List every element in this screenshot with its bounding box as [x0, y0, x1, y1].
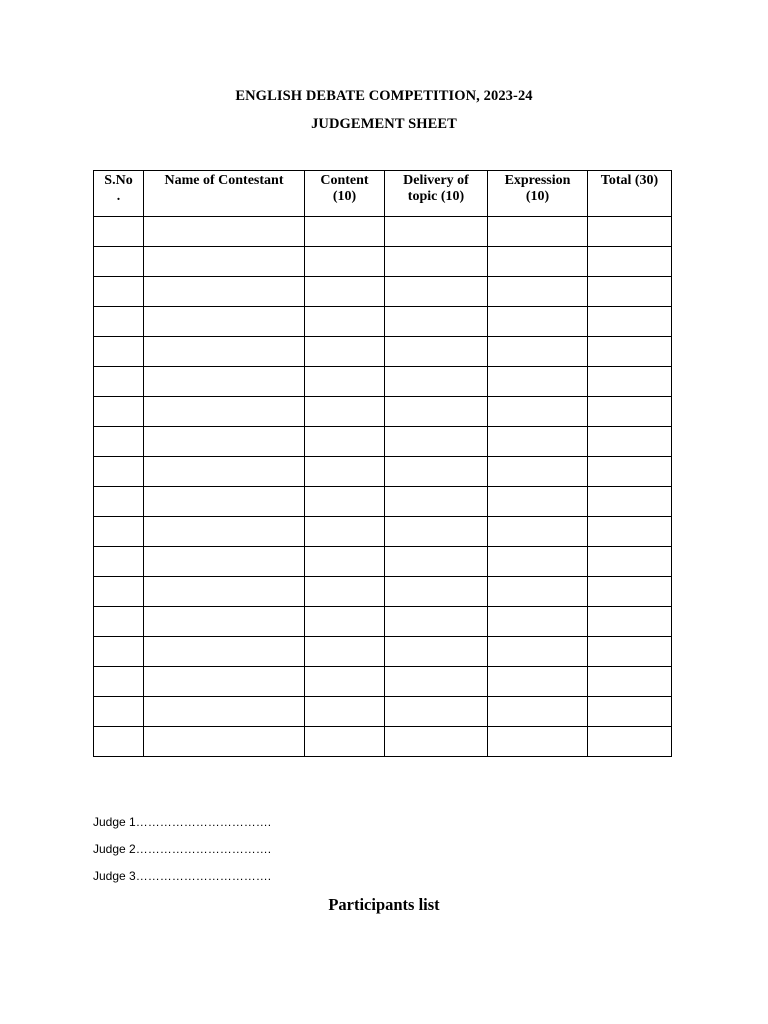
table-row [94, 727, 672, 757]
sno-cell [94, 577, 144, 607]
table-row [94, 247, 672, 277]
total-cell [588, 397, 672, 427]
sno-cell [94, 517, 144, 547]
table-row [94, 517, 672, 547]
expression-cell [488, 217, 588, 247]
judge-1-signature-line: Judge 1……………………………. [93, 815, 272, 829]
table-row [94, 427, 672, 457]
content-cell [305, 337, 385, 367]
delivery-cell [385, 637, 488, 667]
judgement-table [93, 170, 672, 757]
total-cell [588, 217, 672, 247]
delivery-cell [385, 367, 488, 397]
total-cell [588, 487, 672, 517]
delivery-cell [385, 247, 488, 277]
expression-cell [488, 637, 588, 667]
name-cell [144, 577, 305, 607]
delivery-cell [385, 427, 488, 457]
document-subtitle: JUDGEMENT SHEET [311, 116, 457, 132]
delivery-cell [385, 337, 488, 367]
delivery-cell [385, 727, 488, 757]
content-cell [305, 577, 385, 607]
total-cell [588, 547, 672, 577]
name-cell [144, 217, 305, 247]
table-row [94, 307, 672, 337]
sno-cell [94, 367, 144, 397]
document-title: ENGLISH DEBATE COMPETITION, 2023-24 [235, 88, 533, 104]
sno-cell [94, 217, 144, 247]
name-cell [144, 697, 305, 727]
content-cell [305, 607, 385, 637]
name-cell [144, 547, 305, 577]
name-cell [144, 517, 305, 547]
total-cell [588, 667, 672, 697]
name-cell [144, 277, 305, 307]
expression-cell [488, 247, 588, 277]
content-cell [305, 367, 385, 397]
total-cell [588, 697, 672, 727]
expression-cell [488, 367, 588, 397]
name-cell [144, 607, 305, 637]
expression-cell [488, 337, 588, 367]
content-cell [305, 637, 385, 667]
table-row [94, 487, 672, 517]
content-cell [305, 457, 385, 487]
sno-cell [94, 247, 144, 277]
name-cell [144, 457, 305, 487]
header-total: Total (30) [588, 171, 672, 217]
delivery-cell [385, 517, 488, 547]
judge-2-signature-line: Judge 2……………………………. [93, 842, 272, 856]
sno-cell [94, 667, 144, 697]
delivery-cell [385, 217, 488, 247]
sno-cell [94, 397, 144, 427]
judge-3-signature-line: Judge 3……………………………. [93, 869, 272, 883]
delivery-cell [385, 277, 488, 307]
delivery-cell [385, 547, 488, 577]
sno-cell [94, 307, 144, 337]
name-cell [144, 247, 305, 277]
content-cell [305, 247, 385, 277]
total-cell [588, 517, 672, 547]
header-content: Content (10) [305, 171, 385, 217]
sno-cell [94, 727, 144, 757]
expression-cell [488, 697, 588, 727]
content-cell [305, 697, 385, 727]
expression-cell [488, 577, 588, 607]
delivery-cell [385, 397, 488, 427]
participants-list-heading: Participants list [328, 895, 440, 914]
name-cell [144, 427, 305, 457]
sno-cell [94, 487, 144, 517]
expression-cell [488, 457, 588, 487]
expression-cell [488, 727, 588, 757]
header-name-of-contestant: Name of Contestant [144, 171, 305, 217]
total-cell [588, 577, 672, 607]
content-cell [305, 727, 385, 757]
expression-cell [488, 397, 588, 427]
delivery-cell [385, 307, 488, 337]
sno-cell [94, 637, 144, 667]
content-cell [305, 217, 385, 247]
total-cell [588, 337, 672, 367]
sno-cell [94, 457, 144, 487]
total-cell [588, 427, 672, 457]
name-cell [144, 307, 305, 337]
expression-cell [488, 517, 588, 547]
total-cell [588, 277, 672, 307]
total-cell [588, 457, 672, 487]
expression-cell [488, 547, 588, 577]
sno-cell [94, 607, 144, 637]
name-cell [144, 637, 305, 667]
name-cell [144, 397, 305, 427]
expression-cell [488, 667, 588, 697]
expression-cell [488, 307, 588, 337]
name-cell [144, 367, 305, 397]
delivery-cell [385, 457, 488, 487]
table-row [94, 277, 672, 307]
table-row [94, 337, 672, 367]
total-cell [588, 607, 672, 637]
total-cell [588, 637, 672, 667]
table-header-row [94, 171, 672, 217]
total-cell [588, 247, 672, 277]
name-cell [144, 337, 305, 367]
content-cell [305, 547, 385, 577]
table-row [94, 547, 672, 577]
sno-cell [94, 277, 144, 307]
sno-cell [94, 547, 144, 577]
table-row [94, 637, 672, 667]
table-row [94, 217, 672, 247]
sno-cell [94, 697, 144, 727]
delivery-cell [385, 607, 488, 637]
delivery-cell [385, 487, 488, 517]
delivery-cell [385, 667, 488, 697]
table-row [94, 607, 672, 637]
content-cell [305, 277, 385, 307]
content-cell [305, 667, 385, 697]
total-cell [588, 307, 672, 337]
expression-cell [488, 487, 588, 517]
expression-cell [488, 277, 588, 307]
table-row [94, 397, 672, 427]
total-cell [588, 367, 672, 397]
name-cell [144, 727, 305, 757]
table-row [94, 367, 672, 397]
delivery-cell [385, 697, 488, 727]
header-delivery-of-topic: Delivery of topic (10) [385, 171, 488, 217]
content-cell [305, 487, 385, 517]
content-cell [305, 307, 385, 337]
table-row [94, 667, 672, 697]
table-body [94, 217, 672, 757]
header-sno: S.No . [94, 171, 144, 217]
expression-cell [488, 427, 588, 457]
header-expression: Expression (10) [488, 171, 588, 217]
sno-cell [94, 337, 144, 367]
total-cell [588, 727, 672, 757]
content-cell [305, 397, 385, 427]
content-cell [305, 427, 385, 457]
name-cell [144, 667, 305, 697]
table-row [94, 577, 672, 607]
table-row [94, 697, 672, 727]
name-cell [144, 487, 305, 517]
table-row [94, 457, 672, 487]
content-cell [305, 517, 385, 547]
sno-cell [94, 427, 144, 457]
expression-cell [488, 607, 588, 637]
delivery-cell [385, 577, 488, 607]
